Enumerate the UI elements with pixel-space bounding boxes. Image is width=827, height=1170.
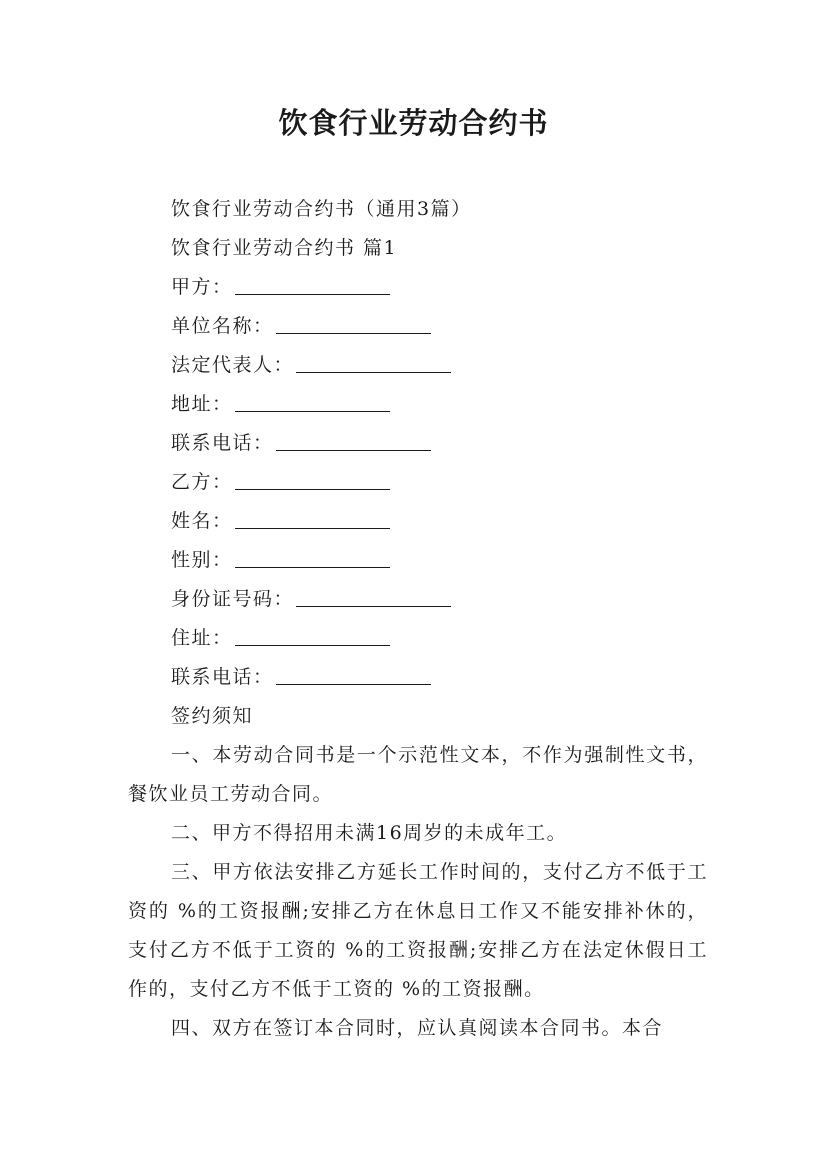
party-b-blank [235, 488, 390, 490]
paragraph: 二、甲方不得招用未满16周岁的未成年工。 [171, 822, 568, 844]
party-b-name-field [128, 502, 708, 541]
party-b-id-label: 身份证号码： [171, 588, 295, 610]
legal-rep-label: 法定代表人： [171, 354, 295, 376]
party-b-label: 乙方： [171, 471, 233, 493]
party-a-phone-label: 联系电话： [171, 432, 274, 454]
legal-rep-blank [296, 371, 451, 373]
party-b-name-blank [235, 527, 390, 529]
party-b-residence-blank [235, 644, 390, 646]
notice-heading: 签约须知 [171, 705, 254, 727]
party-a-phone-field [128, 424, 708, 463]
party-b-gender-field [128, 541, 708, 580]
party-b-residence-field [128, 619, 708, 658]
unit-name-field [128, 307, 708, 346]
party-a-blank [235, 293, 390, 295]
party-a-address-field [128, 385, 708, 424]
party-b-gender-blank [235, 566, 390, 568]
party-b-id-blank [296, 605, 451, 607]
document-body [128, 190, 708, 1048]
party-b-residence-label: 住址： [171, 627, 233, 649]
paragraph: 三、甲方依法安排乙方延长工作时间的，支付乙方不低于工资的 %的工资报酬;安排乙方在休息日工作又不能安排补休的，支付乙方不低于工资的 %的工资报酬;安排乙方在法定休假日工作的，支付乙方不低于工资的 %的工资报酬。 [128, 861, 708, 1000]
unit-name-blank [276, 332, 431, 334]
party-a-address-blank [235, 410, 390, 412]
party-b-field [128, 463, 708, 502]
party-b-name-label: 姓名： [171, 510, 233, 532]
party-a-phone-blank [276, 449, 431, 451]
party-b-phone-blank [276, 683, 431, 685]
party-b-phone-label: 联系电话： [171, 666, 274, 688]
party-b-id-field [128, 580, 708, 619]
section-heading: 饮食行业劳动合约书 篇1 [171, 237, 398, 259]
paragraph: 四、双方在签订本合同时，应认真阅读本合同书。本合 [171, 1017, 664, 1039]
paragraph: 一、本劳动合同书是一个示范性文本，不作为强制性文书，餐饮业员工劳动合同。 [128, 744, 708, 805]
party-b-gender-label: 性别： [171, 549, 233, 571]
party-a-field [128, 268, 708, 307]
party-a-address-label: 地址： [171, 393, 233, 415]
party-a-label: 甲方： [171, 276, 233, 298]
unit-name-label: 单位名称： [171, 315, 274, 337]
document-subtitle: 饮食行业劳动合约书（通用3篇） [171, 198, 472, 220]
legal-rep-field [128, 346, 708, 385]
document-title: 饮食行业劳动合约书 [278, 106, 549, 140]
party-b-phone-field [128, 658, 708, 697]
